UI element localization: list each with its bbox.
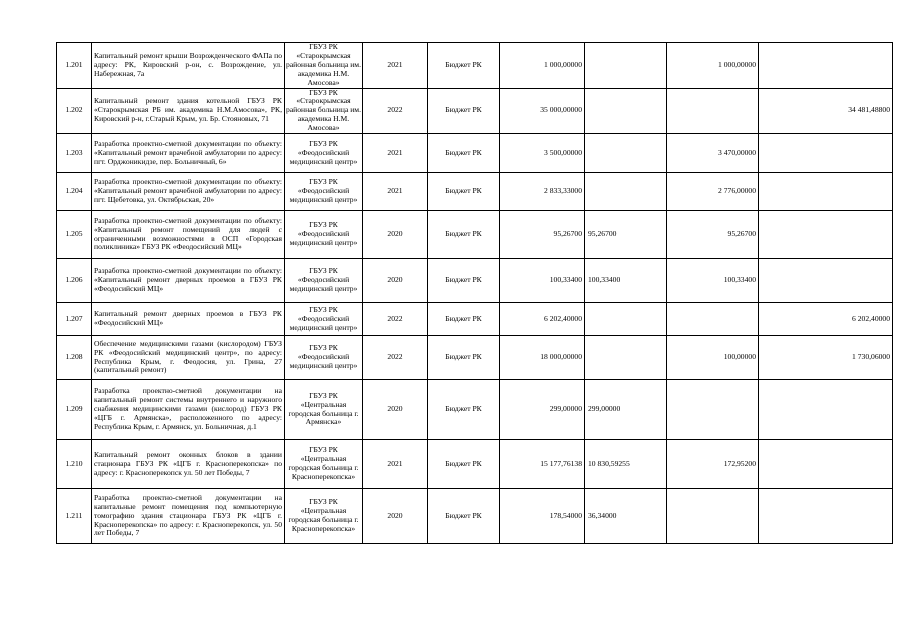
row-funding-source: Бюджет РК xyxy=(428,303,500,336)
row-funding-source: Бюджет РК xyxy=(428,336,500,380)
row-number: 1.207 xyxy=(57,303,92,336)
row-number: 1.206 xyxy=(57,259,92,303)
row-funding-source: Бюджет РК xyxy=(428,489,500,544)
row-organization: ГБУЗ РК «Центральная городская больница г. Красноперекопска» xyxy=(285,489,363,544)
row-amount-2: 100,33400 xyxy=(667,259,759,303)
row-organization: ГБУЗ РК «Старокрымская районная больница им. академика Н.М. Амосова» xyxy=(286,42,361,87)
row-amount-3: 1 730,06000 xyxy=(759,336,893,380)
row-amount-3 xyxy=(759,211,893,259)
budget-table xyxy=(56,42,893,544)
row-year: 2020 xyxy=(363,380,428,440)
row-amount-2: 100,00000 xyxy=(667,336,759,380)
row-amount-1 xyxy=(585,336,667,380)
row-amount-2: 95,26700 xyxy=(667,211,759,259)
table-row xyxy=(57,303,893,336)
row-total-amount: 2 833,33000 xyxy=(500,173,585,211)
row-year: 2022 xyxy=(363,303,428,336)
row-amount-3 xyxy=(759,134,893,173)
row-year: 2022 xyxy=(363,88,428,134)
row-description: Обеспечение медицинскими газами (кислородом) ГБУЗ РК «Феодосийский медицинский центр», по адресу: Республика Крым, г. Феодосия, ул. Грина, 27 (капитальный ремонт) xyxy=(92,336,285,380)
table-row xyxy=(57,440,893,489)
row-amount-3 xyxy=(759,43,893,89)
row-organization: ГБУЗ РК «Феодосийский медицинский центр» xyxy=(285,259,363,303)
table-row xyxy=(57,43,893,89)
table-row xyxy=(57,336,893,380)
row-funding-source: Бюджет РК xyxy=(428,440,500,489)
row-year: 2020 xyxy=(363,211,428,259)
row-description: Разработка проектно-сметной документации на капитальный ремонт системы внутреннего и наружного снабжения медицинскими газами (кислород) ГБУЗ РК «ЦГБ г. Армянска», расположенного по адресу: Республика Крым, г. Армянск, ул. Больничная, д.1 xyxy=(92,380,285,440)
row-organization: ГБУЗ РК «Феодосийский медицинский центр» xyxy=(285,211,363,259)
row-description: Капитальный ремонт оконных блоков в здании стационара ГБУЗ РК «ЦГБ г. Красноперекопска» по адресу: г. Красноперекопск ул. 50 лет Победы, 7 xyxy=(92,440,285,489)
row-amount-2 xyxy=(667,303,759,336)
row-total-amount: 1 000,00000 xyxy=(500,43,585,89)
row-total-amount: 6 202,40000 xyxy=(500,303,585,336)
row-funding-source: Бюджет РК xyxy=(428,173,500,211)
row-number: 1.201 xyxy=(57,43,92,89)
row-amount-1 xyxy=(585,173,667,211)
row-amount-2 xyxy=(667,489,759,544)
row-amount-2: 172,95200 xyxy=(667,440,759,489)
row-amount-3 xyxy=(759,173,893,211)
row-amount-1: 36,34000 xyxy=(585,489,667,544)
row-description: Разработка проектно-сметной документации по объекту: «Капитальный ремонт дверных проемов в ГБУЗ РК «Феодосийский МЦ» xyxy=(92,259,285,303)
row-description: Разработка проектно-сметной документации на капитальные ремонт помещения под компьютерную томографию здания стационара ГБУЗ РК «ЦГБ г. Красноперекопска» по адресу: г. Красноперекопск, ул. 50 лет Победы, 7 xyxy=(92,489,285,544)
row-number: 1.205 xyxy=(57,211,92,259)
row-amount-1 xyxy=(585,43,667,89)
row-amount-1: 10 830,59255 xyxy=(585,440,667,489)
table-row xyxy=(57,259,893,303)
row-year: 2021 xyxy=(363,173,428,211)
row-amount-1: 299,00000 xyxy=(585,380,667,440)
row-organization: ГБУЗ РК «Феодосийский медицинский центр» xyxy=(285,336,363,380)
row-year: 2020 xyxy=(363,259,428,303)
row-total-amount: 15 177,76138 xyxy=(500,440,585,489)
row-amount-3 xyxy=(759,440,893,489)
row-organization: ГБУЗ РК «Феодосийский медицинский центр» xyxy=(285,173,363,211)
row-amount-3: 34 481,48800 xyxy=(759,88,893,134)
row-amount-1 xyxy=(585,134,667,173)
table-row xyxy=(57,211,893,259)
table-row xyxy=(57,173,893,211)
row-total-amount: 100,33400 xyxy=(500,259,585,303)
row-funding-source: Бюджет РК xyxy=(428,380,500,440)
row-number: 1.208 xyxy=(57,336,92,380)
row-organization: ГБУЗ РК «Феодосийский медицинский центр» xyxy=(285,303,363,336)
row-funding-source: Бюджет РК xyxy=(428,43,500,89)
table-row xyxy=(57,489,893,544)
row-amount-3 xyxy=(759,489,893,544)
row-number: 1.203 xyxy=(57,134,92,173)
row-amount-2: 3 470,00000 xyxy=(667,134,759,173)
table-row xyxy=(57,380,893,440)
row-organization: ГБУЗ РК «Центральная городская больница г. Армянска» xyxy=(285,380,363,440)
table-row xyxy=(57,134,893,173)
row-total-amount: 178,54000 xyxy=(500,489,585,544)
row-number: 1.204 xyxy=(57,173,92,211)
row-description: Разработка проектно-сметной документации по объекту: «Капитальный ремонт врачебной амбулатории по адресу: пгт. Щебетовка, ул. Октябрьская, 20» xyxy=(92,173,285,211)
row-number: 1.209 xyxy=(57,380,92,440)
row-amount-3 xyxy=(759,259,893,303)
row-funding-source: Бюджет РК xyxy=(428,259,500,303)
row-funding-source: Бюджет РК xyxy=(428,211,500,259)
row-description: Капитальный ремонт здания котельной ГБУЗ РК «Старокрымская РБ им. академика Н.М.Амосова», РК, Кировский р-н, г.Старый Крым, ул. Бр. Стояновых, 71 xyxy=(92,88,285,134)
row-amount-2 xyxy=(667,88,759,134)
row-amount-1: 100,33400 xyxy=(585,259,667,303)
row-total-amount: 95,26700 xyxy=(500,211,585,259)
row-amount-3: 6 202,40000 xyxy=(759,303,893,336)
row-amount-2: 1 000,00000 xyxy=(667,43,759,89)
document-page xyxy=(56,42,892,544)
row-amount-2: 2 776,00000 xyxy=(667,173,759,211)
table-row xyxy=(57,88,893,134)
row-funding-source: Бюджет РК xyxy=(428,88,500,134)
row-total-amount: 3 500,00000 xyxy=(500,134,585,173)
row-number: 1.210 xyxy=(57,440,92,489)
row-amount-3 xyxy=(759,380,893,440)
row-year: 2021 xyxy=(363,134,428,173)
row-amount-1 xyxy=(585,303,667,336)
row-year: 2021 xyxy=(363,440,428,489)
row-amount-2 xyxy=(667,380,759,440)
row-year: 2021 xyxy=(363,43,428,89)
row-number: 1.202 xyxy=(57,88,92,134)
row-year: 2020 xyxy=(363,489,428,544)
row-description: Капитальный ремонт крыши Возрожденческого ФАПа по адресу: РК, Кировский р-он, с. Возрождение, ул. Набережная, 7а xyxy=(92,43,285,89)
row-organization: ГБУЗ РК «Старокрымская районная больница им. академика Н.М. Амосова» xyxy=(286,88,361,133)
row-year: 2022 xyxy=(363,336,428,380)
table-body xyxy=(57,43,893,544)
row-amount-1 xyxy=(585,88,667,134)
row-number: 1.211 xyxy=(57,489,92,544)
row-description: Разработка проектно-сметной документации по объекту: «Капитальный ремонт врачебной амбулатории по адресу: пгт. Орджоникидзе, пер. Больничный, 6» xyxy=(92,134,285,173)
row-total-amount: 18 000,00000 xyxy=(500,336,585,380)
row-funding-source: Бюджет РК xyxy=(428,134,500,173)
row-total-amount: 35 000,00000 xyxy=(500,88,585,134)
row-total-amount: 299,00000 xyxy=(500,380,585,440)
row-organization: ГБУЗ РК «Центральная городская больница г. Красноперекопска» xyxy=(285,440,363,489)
row-description: Разработка проектно-сметной документации по объекту: «Капитальный ремонт помещений для людей с ограниченными возможностями в ОСП «Городская поликлиника» ГБУЗ РК «Феодосийский МЦ» xyxy=(92,211,285,259)
row-amount-1: 95,26700 xyxy=(585,211,667,259)
row-organization: ГБУЗ РК «Феодосийский медицинский центр» xyxy=(285,134,363,173)
row-description: Капитальный ремонт дверных проемов в ГБУЗ РК «Феодосийский МЦ» xyxy=(92,303,285,336)
